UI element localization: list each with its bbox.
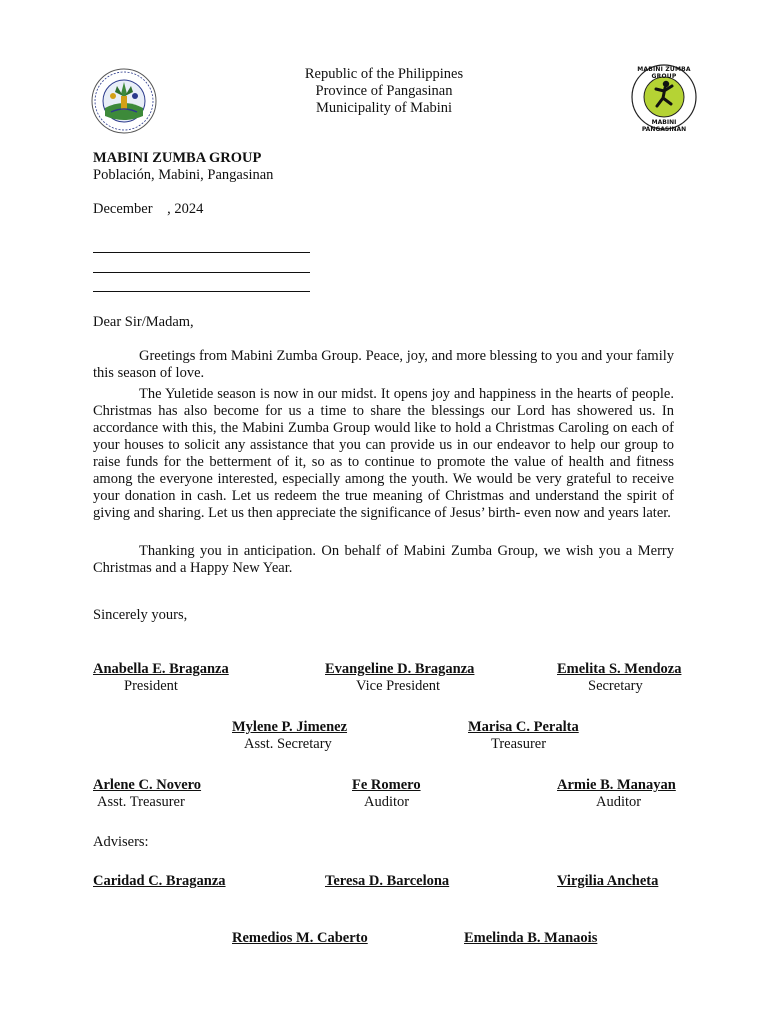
recipient-line-3 [93,291,310,292]
adviser-name: Caridad C. Braganza [93,873,226,889]
signatory-name: Emelita S. Mendoza [557,661,682,677]
adviser-name: Emelinda B. Manaois [464,930,598,946]
signatory-role: Treasurer [491,736,547,752]
header-province: Province of Pangasinan [315,83,453,99]
letterhead [234,66,534,117]
signatory-name: Armie B. Manayan [557,777,676,793]
recipient-line-2 [93,272,310,273]
signatory-role: Auditor [364,794,410,810]
signatory-secretary [557,661,681,695]
signatory-president [93,661,229,695]
signatory-asst-secretary [232,719,347,753]
sender-org: MABINI ZUMBA GROUP [93,150,262,166]
salutation: Dear Sir/Madam, [93,314,194,330]
signatory-name: Mylene P. Jimenez [232,719,348,735]
signatory-role: Vice President [356,678,441,694]
adviser [325,873,449,890]
body-paragraph-1: Greetings from Mabini Zumba Group. Peace, joy, and more blessing to you and your family this season of love. [93,348,674,381]
adviser-name: Remedios M. Caberto [232,930,368,946]
signatory-vice-president [325,661,474,695]
adviser [93,873,226,890]
zumba-logo-top-text: MABINI ZUMBA GROUP [637,66,691,80]
signatory-treasurer [468,719,579,753]
adviser-name: Teresa D. Barcelona [325,873,450,889]
signatory-name: Anabella E. Braganza [93,661,229,677]
signatory-role: Asst. Secretary [244,736,332,752]
adviser [557,873,658,890]
signatory-name: Arlene C. Novero [93,777,202,793]
adviser [464,930,597,947]
signatory-role: President [124,678,178,694]
signatory-auditor-1 [352,777,421,811]
signatory-role: Secretary [588,678,643,694]
signatory-auditor-2 [557,777,676,811]
signatory-name: Evangeline D. Braganza [325,661,475,677]
letter-date: December , 2024 [93,201,204,217]
advisers-label: Advisers: [93,834,149,850]
sender-address: Población, Mabini, Pangasinan [93,167,274,183]
closing: Sincerely yours, [93,607,188,623]
signatory-name: Fe Romero [352,777,421,793]
signatory-asst-treasurer [93,777,201,811]
header-country: Republic of the Philippines [304,66,464,82]
municipal-seal-logo [91,68,157,134]
adviser [232,930,368,947]
signatory-role: Auditor [596,794,642,810]
body-paragraph-3: Thanking you in anticipation. On behalf of Mabini Zumba Group, we wish you a Merry Christmas and a Happy New Year. [93,543,674,576]
zumba-logo-bottom-text: MABINI PANGASINAN [641,119,687,133]
signatory-name: Marisa C. Peralta [468,719,579,735]
recipient-line-1 [93,252,310,253]
adviser-name: Virgilia Ancheta [557,873,659,889]
body-paragraph-2: The Yuletide season is now in our midst. It opens joy and happiness in the hearts of people. Christmas has also become for us a time to share the blessings our Lord has showered us. In accordance with this, the Mabini Zumba Group would like to hold a Christmas Caroling on each of your houses to solicit any assistance that you can provide us in our endeavor to help our group to raise funds for the betterment of it, so as to continue to promote the value of health and fitness among the everyone interested, especially among the youth. We would be very grateful to receive your donation in cash. Let us redeem the true meaning of Christmas and understand the spirit of giving and sharing. Let us then appreciate the significance of Jesus’ birth- even now and years later. [93,386,674,521]
header-municipality: Municipality of Mabini [315,100,453,116]
signatory-role: Asst. Treasurer [97,794,185,810]
